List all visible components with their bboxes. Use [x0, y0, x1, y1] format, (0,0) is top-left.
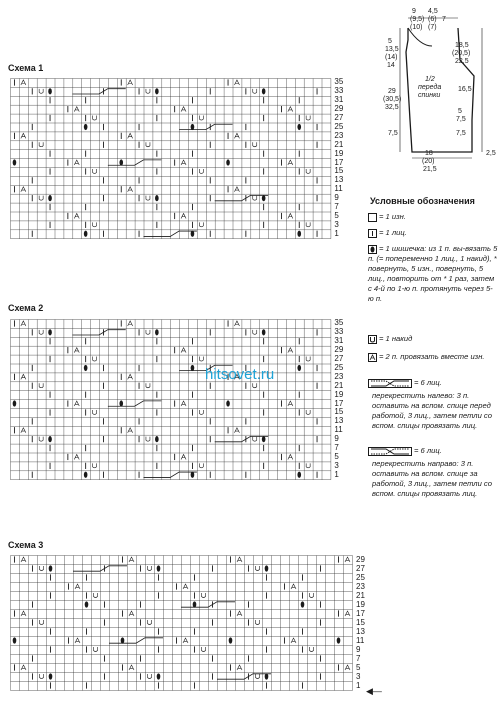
p2tog-mark: [291, 638, 296, 643]
yarnover-mark: [148, 674, 152, 679]
cable-mark: [181, 602, 235, 607]
bobble-mark: [121, 637, 125, 643]
p2tog-mark: [21, 665, 26, 670]
yarnover-mark: [199, 116, 203, 121]
legend-item-yarnover: [368, 334, 498, 344]
p2tog-mark: [288, 401, 293, 406]
bobble-mark: [48, 436, 52, 442]
p2tog-mark: [234, 428, 239, 433]
yarnover-mark: [39, 89, 43, 94]
scheme-2-title: Схема 2: [8, 303, 44, 313]
cable-mark: [215, 195, 268, 200]
p2tog-mark: [345, 557, 350, 562]
p2tog-mark: [181, 348, 186, 353]
yarnover-mark: [199, 357, 203, 362]
yarnover-mark: [39, 330, 43, 335]
scheme-1-chart: [10, 78, 332, 240]
legend-text: = 6 лиц.: [414, 378, 442, 387]
p2tog-mark: [128, 428, 133, 433]
bobble-mark: [155, 88, 159, 94]
legend-text: = 1 накид: [379, 334, 413, 343]
yarnover-mark: [256, 566, 260, 571]
p2tog-mark: [291, 584, 296, 589]
p2tog-mark: [74, 348, 79, 353]
scheme-3-title: Схема 3: [8, 540, 44, 550]
schematic-bottom-label: 21,5: [423, 166, 437, 173]
bobble-mark: [155, 195, 159, 201]
yarnover-mark: [306, 116, 310, 121]
p2tog-mark: [288, 160, 293, 165]
schematic-bottom-label: (20): [422, 158, 435, 165]
bobble-mark: [297, 472, 301, 478]
p2tog-mark: [345, 665, 350, 670]
p2tog-mark: [234, 80, 239, 85]
legend-text: = 1 шишечка: из 1 п. вы-вязать 5 п. (= попеременно 1 лиц., 1 накид), * повернуть, 5 изн., повернуть, 5 лиц., повторить от * 1 раз, затем с 4-й по 1-ю п. протянуть через 5-ю п.: [368, 244, 498, 303]
legend-title: Условные обозначения: [370, 196, 475, 206]
schematic-right-label: 18,5: [455, 42, 469, 49]
row-number: 1: [334, 469, 339, 479]
yarnover-mark: [40, 674, 44, 679]
yarnover-mark: [199, 169, 203, 174]
row-number: 11: [334, 425, 343, 435]
bobble-mark: [13, 637, 17, 643]
bobble-mark: [301, 601, 305, 607]
row-number: 35: [334, 77, 344, 87]
bobble-mark: [297, 365, 301, 371]
scheme-1-title: Схема 1: [8, 63, 44, 73]
row-number: 25: [356, 572, 365, 582]
yarnover-mark: [199, 463, 203, 468]
bobble-mark: [48, 195, 52, 201]
yarnover-mark: [253, 330, 257, 335]
row-number: 5: [334, 210, 339, 220]
p2tog-mark: [21, 187, 26, 192]
bobble-mark: [119, 400, 123, 406]
schematic-top-label: (7): [428, 24, 437, 31]
bobble-mark: [155, 329, 159, 335]
schematic-top-label: (10): [410, 24, 423, 31]
row-number: 17: [334, 398, 344, 408]
bobble-mark: [84, 124, 88, 130]
p2tog-mark: [21, 80, 26, 85]
schematic-center-label: переда: [418, 84, 442, 91]
bobble-mark: [49, 673, 53, 679]
row-number: 13: [356, 626, 365, 636]
bobble-mark: [226, 159, 230, 165]
p2tog-mark: [21, 374, 26, 379]
current-row-arrow-icon: ◀—: [366, 686, 382, 696]
schematic-left-label: 32,5: [385, 104, 399, 111]
row-number: 23: [334, 371, 344, 381]
p2tog-mark: [128, 133, 133, 138]
row-number: 21: [356, 590, 365, 600]
row-number: 23: [334, 130, 344, 140]
p2tog-mark: [288, 348, 293, 353]
row-number: 9: [356, 644, 361, 654]
bobble-mark: [155, 436, 159, 442]
row-number: 9: [334, 434, 339, 444]
row-number: 13: [334, 175, 344, 185]
schematic-right-label: 7,5: [456, 130, 466, 137]
schematic-top-label: 7: [442, 16, 446, 23]
yarnover-mark: [148, 566, 152, 571]
yarnover-mark: [93, 357, 97, 362]
bobble-mark: [191, 365, 195, 371]
cable-mark: [73, 566, 127, 571]
schematic-left-label: 29: [388, 88, 396, 95]
yarnover-mark: [39, 383, 43, 388]
cable-mark: [108, 401, 161, 406]
row-number: 23: [356, 581, 365, 591]
yarnover-mark: [199, 222, 203, 227]
yarnover-mark: [253, 89, 257, 94]
bobble-mark: [119, 159, 123, 165]
bobble-mark: [49, 565, 53, 571]
p2tog-mark: [237, 557, 242, 562]
row-number: 3: [334, 460, 339, 470]
p2tog-mark: [129, 665, 134, 670]
yarnover-mark: [146, 89, 150, 94]
scheme-2-chart: [10, 319, 332, 481]
row-number: 15: [334, 407, 344, 417]
cable-right-symbol-icon: [368, 447, 412, 456]
row-number: 11: [334, 184, 343, 194]
row-number: 31: [334, 95, 344, 105]
bobble-mark: [226, 400, 230, 406]
p2tog-mark: [75, 638, 80, 643]
cable-mark: [215, 436, 268, 441]
cable-mark: [179, 124, 232, 129]
yarnover-mark: [306, 222, 310, 227]
row-number: 1: [356, 680, 361, 690]
row-number: 11: [356, 635, 365, 645]
bobble-mark: [85, 601, 89, 607]
yarnover-mark: [94, 647, 98, 652]
bobble-mark: [262, 329, 266, 335]
row-number: 13: [334, 416, 344, 426]
p2tog-mark: [21, 428, 26, 433]
schematic-right-label: 5: [458, 108, 462, 115]
yarnover-mark: [39, 437, 43, 442]
yarnover-mark: [148, 620, 152, 625]
schematic-top-label: (9,5): [410, 16, 425, 23]
bobble-mark: [157, 565, 161, 571]
row-number: 9: [334, 193, 339, 203]
yarnover-mark: [40, 566, 44, 571]
p2tog-mark: [21, 611, 26, 616]
legend-text: = 6 лиц.: [414, 446, 442, 455]
row-number: 21: [334, 139, 344, 149]
yarnover-mark: [93, 463, 97, 468]
bobble-mark: [84, 231, 88, 237]
yarnover-mark: [93, 222, 97, 227]
yarnover-symbol-icon: [368, 335, 377, 344]
p2tog-mark: [74, 107, 79, 112]
schematic-right-label: 2,5: [486, 150, 496, 157]
watermark: hitsovet.ru: [205, 366, 275, 383]
yarnover-mark: [306, 463, 310, 468]
bobble-mark: [48, 329, 52, 335]
legend-text: перекрестить направо: 3 п. оставить на вспом. спице за работой, 3 лиц., затем петли со вспом. спицы провязать лиц.: [372, 459, 492, 498]
row-number: 25: [334, 362, 344, 372]
row-number: 7: [356, 653, 361, 663]
row-number: 19: [334, 389, 344, 399]
yarnover-mark: [202, 593, 206, 598]
bobble-mark: [297, 124, 301, 130]
schematic-left-label: 5: [388, 38, 392, 45]
legend-text: перекрестить налево: 3 п. оставить на вспом. спице перед работой, 3 лиц., затем петли со вспом. спицы провязать лиц.: [372, 391, 492, 430]
p2tog-mark: [74, 454, 79, 459]
cable-mark: [217, 674, 271, 679]
bobble-mark: [265, 565, 269, 571]
yarnover-mark: [146, 437, 150, 442]
row-number: 19: [356, 599, 365, 609]
schematic-bottom-label: 18: [425, 150, 433, 157]
bobble-mark: [84, 472, 88, 478]
row-number: 33: [334, 86, 344, 96]
p2tog-mark: [183, 584, 188, 589]
row-number: 29: [356, 554, 365, 564]
p2tog-mark: [181, 213, 186, 218]
yarnover-mark: [202, 647, 206, 652]
row-number: 1: [334, 228, 339, 238]
yarnover-mark: [146, 196, 150, 201]
yarnover-mark: [253, 196, 257, 201]
p2tog-mark: [288, 213, 293, 218]
schematic-left-label: 13,5: [385, 46, 399, 53]
cable-mark: [144, 231, 197, 236]
schematic-center-label: спинки: [418, 92, 441, 99]
legend-item-bobble: [368, 244, 498, 304]
p2tog-mark: [288, 107, 293, 112]
p2tog-mark: [345, 611, 350, 616]
row-number: 5: [334, 451, 339, 461]
legend-item-cable-right: [368, 446, 498, 499]
purl-symbol-icon: [368, 213, 377, 222]
p2tog-mark: [234, 321, 239, 326]
p2tog-mark: [74, 213, 79, 218]
legend-text: = 1 изн.: [379, 212, 406, 221]
row-number: 15: [334, 166, 344, 176]
p2tog-mark: [74, 401, 79, 406]
cable-mark: [109, 638, 163, 643]
bobble-mark: [229, 637, 233, 643]
cable-mark: [72, 330, 125, 335]
yarnover-mark: [306, 410, 310, 415]
cable-left-symbol-icon: [368, 379, 412, 388]
bobble-mark: [262, 88, 266, 94]
schematic-right-label: 7,5: [456, 116, 466, 123]
yarnover-mark: [39, 142, 43, 147]
bobble-mark: [265, 673, 269, 679]
row-number: 31: [334, 336, 344, 346]
p2tog-mark: [74, 160, 79, 165]
p2tog-mark: [128, 321, 133, 326]
cable-mark: [108, 160, 161, 165]
yarnover-mark: [199, 410, 203, 415]
p2tog-mark: [21, 133, 26, 138]
schematic-left-label: (14): [385, 54, 398, 61]
yarnover-mark: [40, 620, 44, 625]
row-number: 29: [334, 345, 344, 355]
knit-symbol-icon: [368, 229, 377, 238]
legend-text: = 2 п. провязать вместе изн.: [379, 352, 485, 361]
p2tog-mark: [237, 611, 242, 616]
p2tog-mark: [21, 557, 26, 562]
row-number: 3: [356, 671, 361, 681]
yarnover-mark: [310, 593, 314, 598]
row-number: 25: [334, 121, 344, 131]
row-number: 27: [356, 563, 365, 573]
bobble-mark: [191, 472, 195, 478]
p2tog-mark: [234, 133, 239, 138]
row-number: 19: [334, 148, 344, 158]
yarnover-mark: [146, 142, 150, 147]
yarnover-mark: [253, 383, 257, 388]
p2tog-mark: [128, 187, 133, 192]
scheme-3-chart: [10, 555, 354, 692]
legend-item-cable-left: [368, 378, 498, 431]
cable-mark: [72, 89, 125, 94]
bobble-mark: [262, 195, 266, 201]
yarnover-mark: [253, 142, 257, 147]
p2tog-mark: [181, 454, 186, 459]
bobble-mark: [297, 231, 301, 237]
yarnover-mark: [93, 410, 97, 415]
schematic-left-label: (30,5): [383, 96, 402, 103]
p2tog-mark: [128, 374, 133, 379]
yarnover-mark: [94, 593, 98, 598]
bobble-mark: [262, 436, 266, 442]
p2tog-mark: [21, 321, 26, 326]
row-number: 27: [334, 113, 344, 123]
bobble-mark: [193, 601, 197, 607]
row-number: 7: [334, 443, 339, 453]
bobble-mark: [13, 159, 17, 165]
cable-mark: [144, 472, 197, 477]
schematic-right-label: 16,5: [458, 86, 472, 93]
p2tog-mark: [288, 454, 293, 459]
yarnover-mark: [39, 196, 43, 201]
yarnover-mark: [306, 357, 310, 362]
bobble-mark: [84, 365, 88, 371]
p2tog-mark: [128, 80, 133, 85]
yarnover-mark: [146, 330, 150, 335]
schematic-top-label: 9: [412, 8, 416, 15]
p2tog-symbol-icon: [368, 353, 377, 362]
schematic-left-label: 14: [387, 62, 395, 69]
p2tog-mark: [181, 401, 186, 406]
p2tog-mark: [75, 584, 80, 589]
legend-text: = 1 лиц.: [379, 228, 407, 237]
row-number: 5: [356, 662, 361, 672]
schematic-top-label: (6): [428, 16, 437, 23]
yarnover-mark: [310, 647, 314, 652]
row-number: 17: [334, 157, 344, 167]
p2tog-mark: [183, 638, 188, 643]
row-number: 3: [334, 219, 339, 229]
yarnover-mark: [256, 674, 260, 679]
row-number: 29: [334, 104, 344, 114]
p2tog-mark: [181, 160, 186, 165]
row-number: 7: [334, 202, 339, 212]
bobble-mark: [337, 637, 341, 643]
legend-item-purl: [368, 212, 498, 222]
row-number: 15: [356, 617, 365, 627]
row-number: 21: [334, 380, 344, 390]
bobble-mark: [191, 231, 195, 237]
schematic-top-label: 4,5: [428, 8, 438, 15]
p2tog-mark: [181, 107, 186, 112]
row-number: 35: [334, 318, 344, 328]
p2tog-mark: [234, 187, 239, 192]
yarnover-mark: [256, 620, 260, 625]
legend-item-knit: [368, 228, 498, 238]
bobble-mark: [191, 124, 195, 130]
yarnover-mark: [93, 116, 97, 121]
schematic-center-label: 1/2: [425, 76, 435, 83]
yarnover-mark: [146, 383, 150, 388]
schematic-right-label: 22,5: [455, 58, 469, 65]
yarnover-mark: [93, 169, 97, 174]
bobble-symbol-icon: [368, 245, 377, 254]
legend-item-p2tog: [368, 352, 498, 362]
yarnover-mark: [253, 437, 257, 442]
bobble-mark: [48, 88, 52, 94]
p2tog-mark: [129, 611, 134, 616]
bobble-mark: [157, 673, 161, 679]
schematic-left-label: 7,5: [388, 130, 398, 137]
yarnover-mark: [306, 169, 310, 174]
row-number: 27: [334, 354, 344, 364]
row-number: 33: [334, 327, 344, 337]
p2tog-mark: [129, 557, 134, 562]
schematic-right-label: (20,5): [452, 50, 471, 57]
row-number: 17: [356, 608, 365, 618]
p2tog-mark: [237, 665, 242, 670]
bobble-mark: [13, 400, 17, 406]
